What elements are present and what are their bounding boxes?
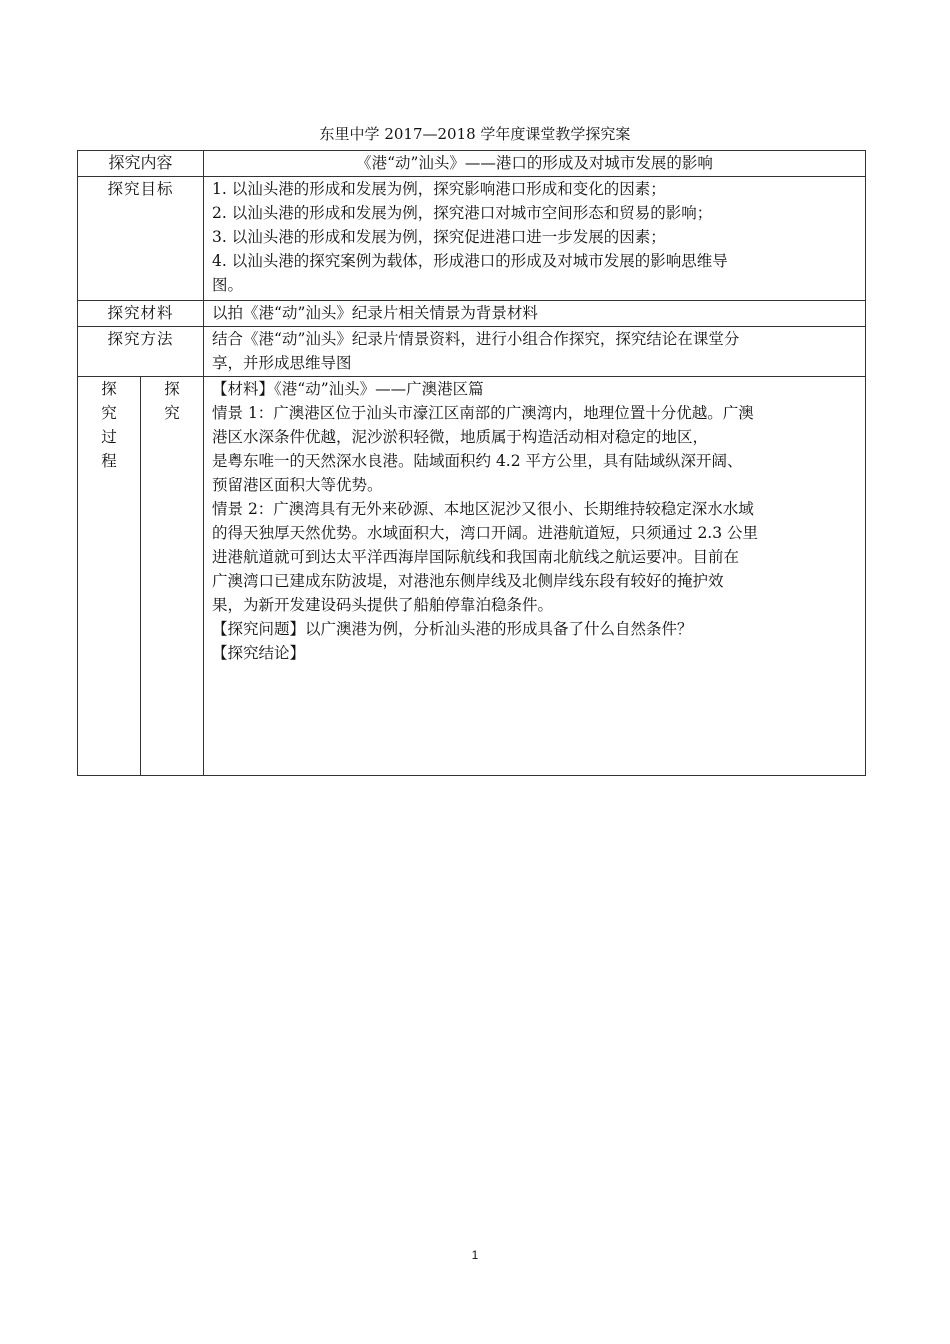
row-methods [78, 327, 866, 377]
process-line: 【探究结论】 [212, 644, 306, 662]
process-sub-label [141, 377, 204, 776]
process-sub-label-char: 究 [164, 404, 180, 422]
process-label-char: 过 [101, 428, 117, 446]
process-sub-label-char: 探 [164, 380, 180, 398]
process-line: 是粤东唯一的天然深水良港。陆域面积约 4.2 平方公里，具有陆域纵深开阔、 [212, 452, 743, 470]
inquiry-table [77, 150, 866, 776]
content-label: 探究内容 [78, 151, 204, 177]
process-line: 果，为新开发建设码头提供了船舶停靠泊稳条件。 [212, 596, 554, 614]
process-label-char: 程 [101, 452, 117, 470]
process-line: 广澳湾口已建成东防波堤，对港池东侧岸线及北侧岸线东段有较好的掩护效 [212, 572, 724, 590]
process-line: 【材料】《港“动”汕头》——广澳港区篇 [212, 380, 484, 398]
process-line: 的得天独厚天然优势。水域面积大，湾口开阔。进港航道短，只须通过 2.3 公里 [212, 524, 759, 542]
goal-line: 1. 以汕头港的形成和发展为例，探究影响港口形成和变化的因素； [212, 180, 666, 198]
methods-value [204, 327, 866, 377]
goal-line: 图。 [212, 276, 244, 294]
process-label [78, 377, 141, 776]
content-value: 《港“动”汕头》——港口的形成及对城市发展的影响 [204, 151, 866, 177]
goal-line: 2. 以汕头港的形成和发展为例，探究港口对城市空间形态和贸易的影响； [212, 204, 713, 222]
page-number: 1 [471, 1248, 479, 1262]
process-line: 港区水深条件优越，泥沙淤积轻微，地质属于构造活动相对稳定的地区， [212, 428, 709, 446]
process-label-char: 探 [101, 380, 117, 398]
process-line: 情景 2：广澳湾具有无外来砂源、本地区泥沙又很小、长期维持较稳定深水水域 [212, 500, 754, 518]
method-line: 享，并形成思维导图 [212, 354, 352, 372]
process-line: 情景 1：广澳港区位于汕头市濠江区南部的广澳湾内，地理位置十分优越。广澳 [212, 404, 754, 422]
goal-line: 3. 以汕头港的形成和发展为例，探究促进港口进一步发展的因素； [212, 228, 666, 246]
row-process [78, 377, 866, 776]
process-line: 【探究问题】以广澳港为例，分析汕头港的形成具备了什么自然条件？ [212, 620, 693, 638]
method-line: 结合《港“动”汕头》纪录片情景资料，进行小组合作探究，探究结论在课堂分 [212, 330, 740, 348]
row-materials [78, 301, 866, 327]
goals-value [204, 177, 866, 301]
process-line: 进港航道就可到达太平洋西海岸国际航线和我国南北航线之航运要冲。目前在 [212, 548, 740, 566]
materials-value: 以拍《港“动”汕头》纪录片相关情景为背景材料 [204, 301, 866, 327]
goal-line: 4. 以汕头港的探究案例为载体，形成港口的形成及对城市发展的影响思维导 [212, 252, 728, 270]
goals-label: 探究目标 [78, 177, 204, 301]
materials-label: 探究材料 [78, 301, 204, 327]
process-label-char: 究 [101, 404, 117, 422]
document-title: 东里中学 2017—2018 学年度课堂教学探究案 [319, 125, 631, 143]
row-goals [78, 177, 866, 301]
process-line: 预留港区面积大等优势。 [212, 476, 383, 494]
row-content [78, 151, 866, 177]
methods-label: 探究方法 [78, 327, 204, 377]
process-content [204, 377, 866, 776]
